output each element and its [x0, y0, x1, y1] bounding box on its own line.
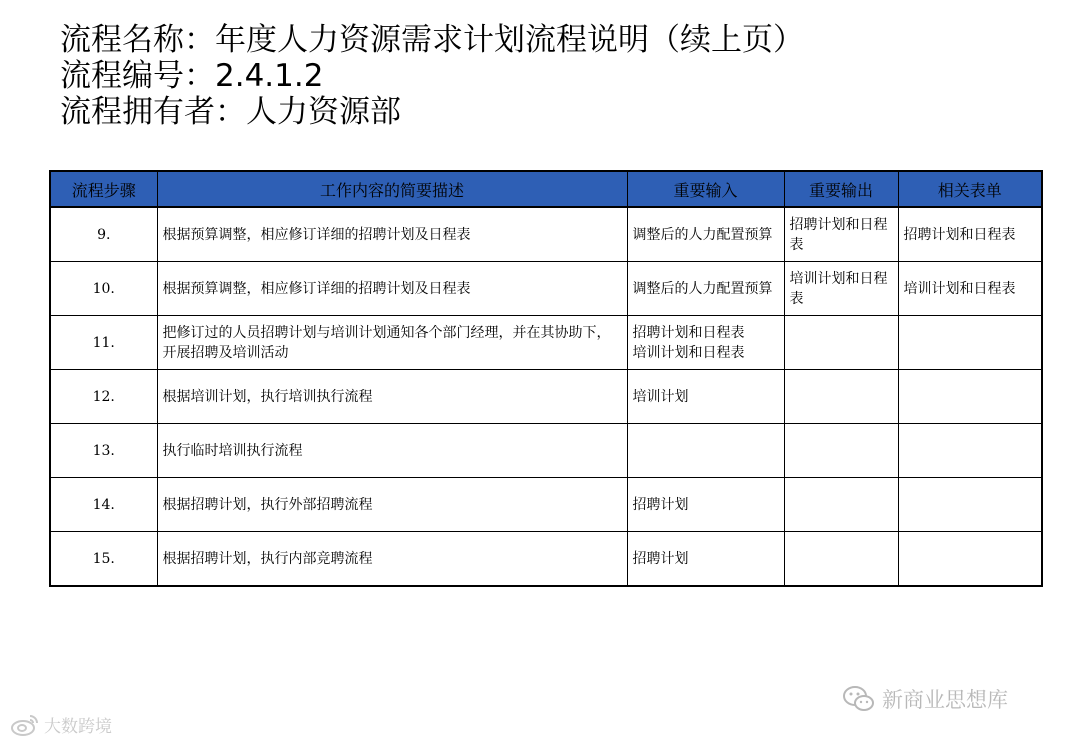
step-form [898, 532, 1042, 587]
step-output [784, 370, 898, 424]
table-row [50, 370, 1042, 424]
table-header-row [50, 171, 1042, 207]
watermark-right-text: 新商业思想库 [882, 688, 1008, 712]
step-number: 10. [50, 262, 157, 316]
step-description: 根据培训计划，执行培训执行流程 [157, 370, 627, 424]
column-header-output: 重要输出 [784, 171, 898, 207]
step-input-line: 招聘计划和日程表 [632, 324, 745, 341]
step-input: 招聘计划 [627, 532, 784, 587]
step-input: 调整后的人力配置预算 [627, 262, 784, 316]
step-description: 根据预算调整，相应修订详细的招聘计划及日程表 [157, 262, 627, 316]
column-header-description: 工作内容的简要描述 [157, 171, 627, 207]
watermark-left-text: 大数跨境 [44, 717, 112, 737]
step-form [898, 316, 1042, 370]
process-owner: 流程拥有者：人力资源部 [60, 94, 401, 130]
process-number: 流程编号：2.4.1.2 [60, 58, 324, 94]
step-input [627, 316, 784, 370]
step-input: 调整后的人力配置预算 [627, 207, 784, 262]
table-row [50, 316, 1042, 370]
table-row [50, 532, 1042, 587]
step-input-line: 培训计划和日程表 [632, 344, 745, 361]
page-header [60, 22, 804, 130]
table-row [50, 478, 1042, 532]
step-form [898, 478, 1042, 532]
step-input: 招聘计划 [627, 478, 784, 532]
step-output: 培训计划和日程表 [784, 262, 898, 316]
step-number: 13. [50, 424, 157, 478]
step-number: 12. [50, 370, 157, 424]
weibo-icon [10, 713, 40, 737]
step-number: 9. [50, 207, 157, 262]
watermark-left [10, 712, 112, 737]
table-row [50, 262, 1042, 316]
step-form [898, 370, 1042, 424]
watermark-right [842, 684, 1008, 714]
wechat-icon [842, 685, 876, 713]
step-output [784, 532, 898, 587]
step-input [627, 424, 784, 478]
step-form [898, 424, 1042, 478]
step-description: 根据预算调整，相应修订详细的招聘计划及日程表 [157, 207, 627, 262]
step-input: 培训计划 [627, 370, 784, 424]
step-number: 11. [50, 316, 157, 370]
step-form: 培训计划和日程表 [898, 262, 1042, 316]
step-description: 执行临时培训执行流程 [157, 424, 627, 478]
process-name-title: 流程名称：年度人力资源需求计划流程说明（续上页） [60, 22, 804, 58]
step-description: 根据招聘计划，执行外部招聘流程 [157, 478, 627, 532]
step-form: 招聘计划和日程表 [898, 207, 1042, 262]
process-table [49, 170, 1043, 587]
step-output [784, 316, 898, 370]
step-number: 14. [50, 478, 157, 532]
step-output: 招聘计划和日程表 [784, 207, 898, 262]
step-number: 15. [50, 532, 157, 587]
step-output [784, 478, 898, 532]
column-header-step: 流程步骤 [50, 171, 157, 207]
column-header-form: 相关表单 [898, 171, 1042, 207]
table-row [50, 207, 1042, 262]
table-row [50, 424, 1042, 478]
step-output [784, 424, 898, 478]
column-header-input: 重要输入 [627, 171, 784, 207]
step-description: 根据招聘计划，执行内部竞聘流程 [157, 532, 627, 587]
step-description: 把修订过的人员招聘计划与培训计划通知各个部门经理，并在其协助下，开展招聘及培训活动 [157, 316, 627, 370]
